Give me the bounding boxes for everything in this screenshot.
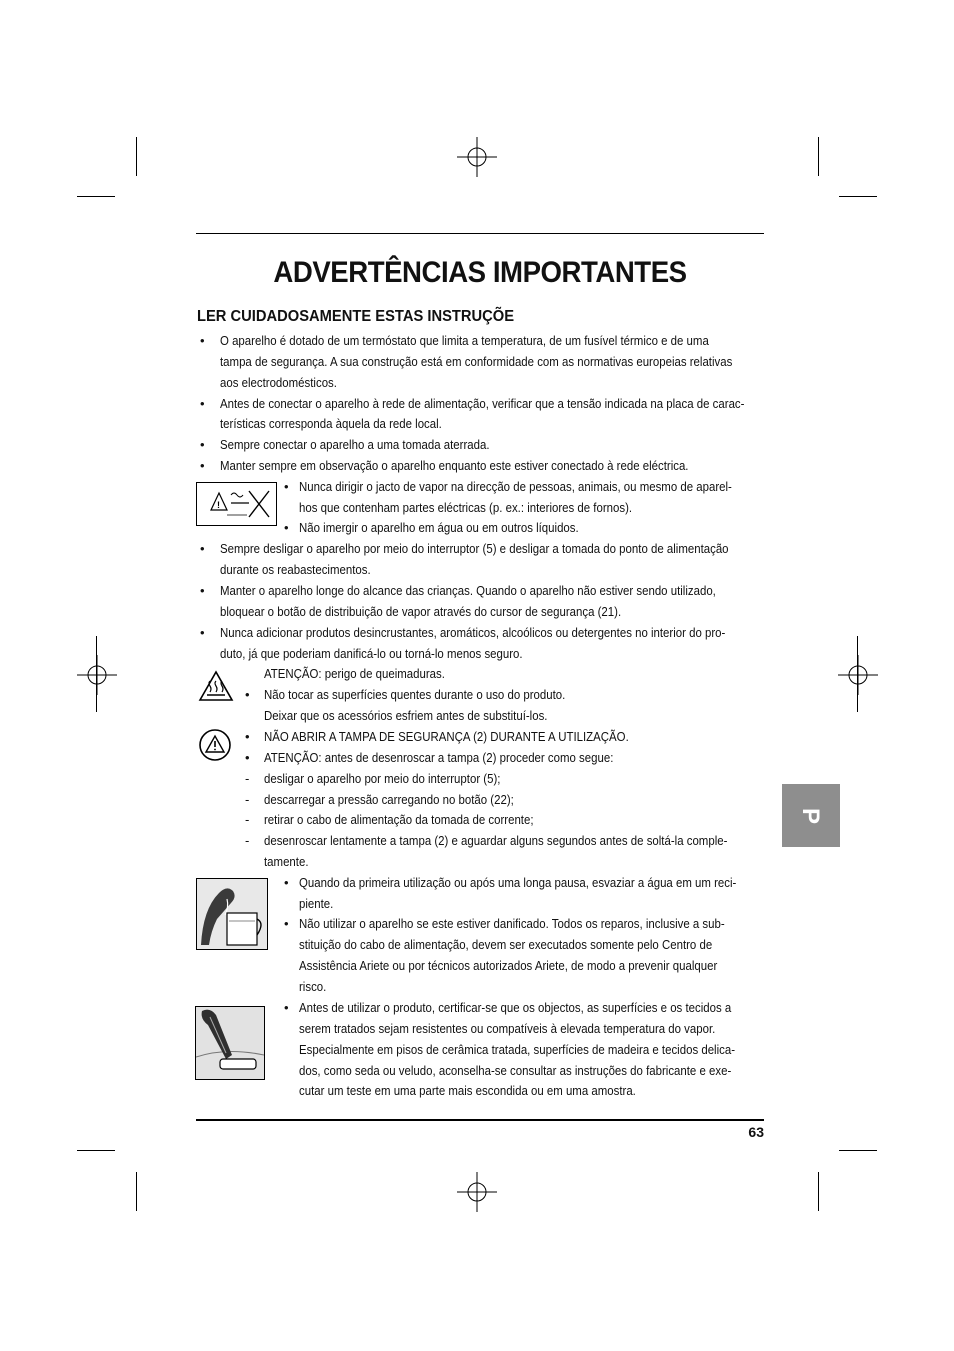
crop-mark [136,137,137,176]
text-line: Assistência Ariete ou por técnicos autorizados Ariete, de modo a prevenir qualquer [299,958,718,973]
text-line: NÃO ABRIR A TAMPA DE SEGURANÇA (2) DURANTE A UTILIZAÇÃO. [264,729,629,744]
text-line: Nunca dirigir o jacto de vapor na direcção de pessoas, animais, ou mesmo de aparel- [299,479,732,494]
text-line: descarregar a pressão carregando no botão (22); [264,792,514,807]
bullet: • [200,333,205,348]
registration-mark-icon [838,655,878,695]
text-line: terísticas corresponda àquela da rede local. [220,416,442,431]
text-line: ATENÇÃO: antes de desenroscar a tampa (2) proceder como segue: [264,750,614,765]
floor-cleaning-icon [195,1006,265,1080]
text-line: O aparelho é dotado de um termóstato que limita a temperatura, de um fusível térmico e de uma [220,333,709,348]
bullet: • [200,458,205,473]
crop-mark [818,1172,819,1211]
text-line: Manter sempre em observação o aparelho enquanto este estiver conectado à rede eléctrica. [220,458,689,473]
text-line: duto, já que poderiam danificá-lo ou torná-lo menos seguro. [220,646,523,661]
registration-mark-icon [457,137,497,177]
bullet: • [200,583,205,598]
bullet: • [245,729,250,744]
text-line: hos que contenham partes eléctricas (p. ex.: interiores de fornos). [299,500,633,515]
bullet: • [284,479,289,494]
svg-text:!: ! [217,500,220,510]
dash: - [245,833,250,848]
crop-mark [839,1150,877,1151]
top-rule [196,233,764,234]
page-number: 63 [748,1124,764,1140]
registration-line [857,636,858,712]
text-line: desenroscar lentamente a tampa (2) e aguardar alguns segundos antes de soltá-la comple- [264,833,728,848]
bullet: • [284,520,289,535]
text-line: cutar um teste em uma parte mais escondida ou em uma amostra. [299,1083,636,1098]
text-line: risco. [299,979,327,994]
text-line: desligar o aparelho por meio do interruptor (5); [264,771,501,786]
registration-mark-icon [457,1172,497,1212]
text-line: aos electrodomésticos. [220,375,337,390]
registration-mark-icon [77,655,117,695]
dash: - [245,792,250,807]
bottom-rule [196,1119,764,1121]
text-line: durante os reabastecimentos. [220,562,371,577]
section-heading: LER CUIDADOSAMENTE ESTAS INSTRUÇÕE [197,308,515,325]
hot-surface-warning-icon [198,670,234,702]
bullet: • [284,916,289,931]
crop-mark [77,1150,115,1151]
text-line: Não tocar as superfícies quentes durante o uso do produto. [264,687,566,702]
dash: - [245,812,250,827]
bullet: • [200,625,205,640]
language-tab-letter: P [797,807,824,824]
text-line: Especialmente em pisos de cerâmica tratada, superfícies de madeira e tecidos delica- [299,1042,736,1057]
text-line: retirar o cabo de alimentação da tomada de corrente; [264,812,534,827]
text-line: Não imergir o aparelho em água ou em outros líquidos. [299,520,579,535]
text-line: Manter o aparelho longe do alcance das crianças. Quando o aparelho não estiver sendo utilizado, [220,583,716,598]
text-line: bloquear o botão de distribuição de vapor através do cursor de segurança (21). [220,604,622,619]
registration-line [96,636,97,712]
crop-mark [839,196,877,197]
crop-mark [136,1172,137,1211]
pour-water-icon [196,878,268,950]
text-line: Nunca adicionar produtos desincrustantes, aromáticos, alcoólicos ou detergentes no interior do pro- [220,625,726,640]
bullet: • [284,1000,289,1015]
crop-mark [818,137,819,176]
text-line: serem tratados sejam resistentes ou compatíveis à elevada temperatura do vapor. [299,1021,716,1036]
caution-triangle-icon [198,728,232,762]
text-line: Sempre desligar o aparelho por meio do interruptor (5) e desligar a tomada do ponto de alimentação [220,541,729,556]
text-line: Deixar que os acessórios esfriem antes de substituí-los. [264,708,548,723]
bullet: • [200,541,205,556]
bullet: • [245,750,250,765]
bullet: • [200,437,205,452]
text-line: Não utilizar o aparelho se este estiver danificado. Todos os reparos, inclusive a sub- [299,916,725,931]
bullet: • [200,396,205,411]
text-line: Sempre conectar o aparelho a uma tomada aterrada. [220,437,490,452]
text-line: piente. [299,896,334,911]
steam-warning-icon [196,482,277,526]
text-line: tampa de segurança. A sua construção está em conformidade com as normativas europeias relativas [220,354,733,369]
text-line: dos, como seda ou veludo, aconselha-se consultar as instruções do fabricante e exe- [299,1063,732,1078]
crop-mark [77,196,115,197]
bullet: • [284,875,289,890]
text-line: Antes de utilizar o produto, certificar-se que os objectos, as superfícies e os tecidos a [299,1000,732,1015]
text-line: ATENÇÃO: perigo de queimaduras. [264,666,445,681]
bullet: • [245,687,250,702]
dash: - [245,771,250,786]
text-line: Quando da primeira utilização ou após uma longa pausa, esvaziar a água em um reci- [299,875,737,890]
text-line: Antes de conectar o aparelho à rede de alimentação, verificar que a tensão indicada na placa de carac- [220,396,745,411]
language-tab [782,784,840,847]
text-line: tamente. [264,854,309,869]
text-line: stituição do cabo de alimentação, devem ser executados somente pelo Centro de [299,937,713,952]
page-title: ADVERTÊNCIAS IMPORTANTES [273,256,687,289]
